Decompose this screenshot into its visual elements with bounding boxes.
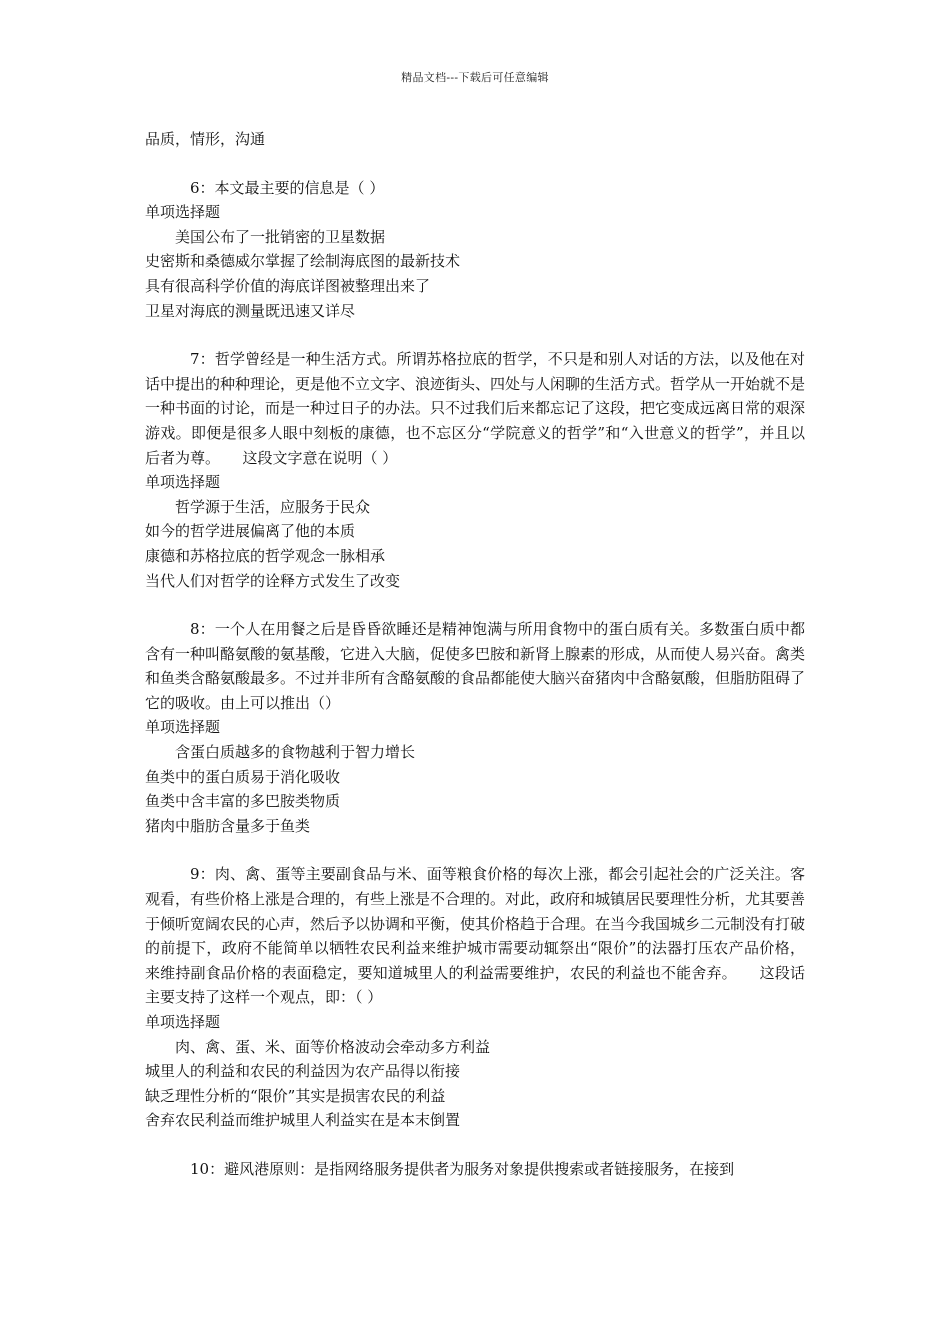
- option-b: 史密斯和桑德威尔掌握了绘制海底图的最新技术: [145, 252, 461, 271]
- question-type: 单项选择题: [145, 203, 221, 222]
- question-stem: 6：本文最主要的信息是（ ）: [190, 178, 385, 197]
- question-type: 单项选择题: [145, 473, 221, 492]
- spacer: [145, 152, 805, 176]
- question-9: [145, 862, 805, 1133]
- question-8: [145, 617, 805, 838]
- option-c: 具有很高科学价值的海底详图被整理出来了: [145, 276, 431, 295]
- question-type: 单项选择题: [145, 718, 221, 737]
- option-d: 卫星对海底的测量既迅速又详尽: [145, 301, 356, 320]
- question-type: 单项选择题: [145, 1013, 221, 1031]
- spacer: [145, 838, 805, 862]
- option-c: 缺乏理性分析的“限价”其实是损害农民的利益: [145, 1086, 446, 1105]
- option-c: 鱼类中含丰富的多巴胺类物质: [145, 792, 341, 811]
- option-a: 肉、禽、蛋、米、面等价格波动会牵动多方利益: [175, 1037, 491, 1056]
- spacer: [145, 593, 805, 617]
- question-6: [145, 176, 805, 324]
- page-header: 精品文档---下载后可任意编辑: [401, 71, 549, 84]
- question-stem: 7：哲学曾经是一种生活方式。所谓苏格拉底的哲学，不只是和别人对话的方法，以及他在对话中提出的种种理论，更是他不立文字、浪迹街头、四处与人闲聊的生活方式。哲学从一开始就不是一种书面的讨论，而是一种过日子的办法。只不过我们后来都忘记了这段，把它变成远离日常的艰深游戏。即便是很多人眼中刻板的康德，也不忘区分“学院意义的哲学”和“入世意义的哲学”，并且以后者为尊。 这段文字意在说明（ ）: [145, 350, 806, 467]
- option-b: 如今的哲学进展偏离了他的本质: [145, 522, 356, 541]
- question-stem: 10：避风港原则：是指网络服务提供者为服务对象提供搜索或者链接服务，在接到: [190, 1159, 735, 1178]
- spacer: [145, 323, 805, 347]
- option-d: 猪肉中脂肪含量多于鱼类: [145, 816, 311, 835]
- intro-line: 品质，情形，沟通: [145, 130, 266, 148]
- option-b: 城里人的利益和农民的利益因为农产品得以衔接: [145, 1062, 461, 1081]
- option-a: 美国公布了一批销密的卫星数据: [175, 227, 386, 246]
- question-stem: 8：一个人在用餐之后是昏昏欲睡还是精神饱满与所用食物中的蛋白质有关。多数蛋白质中都含有一种叫酪氨酸的氨基酸，它进入大脑，促使多巴胺和新肾上腺素的形成，从而使人易兴奋。禽类和鱼类含酪氨酸最多。不过并非所有含酪氨酸的食品都能使大脑兴奋猪肉中含酪氨酸，但脂肪阻碍了它的吸收。由上可以推出（）: [145, 620, 806, 712]
- option-b: 鱼类中的蛋白质易于消化吸收: [145, 767, 341, 786]
- option-a: 哲学源于生活，应服务于民众: [175, 497, 371, 516]
- question-10: [145, 1157, 805, 1182]
- question-stem: 9：肉、禽、蛋等主要副食品与米、面等粮食价格的每次上涨，都会引起社会的广泛关注。客观看，有些价格上涨是合理的，有些上涨是不合理的。对此，政府和城镇居民要理性分析，尤其要善于倾听宽阔农民的心声，然后予以协调和平衡，使其价格趋于合理。在当今我国城乡二元制没有打破的前提下，政府不能简单以牺牲农民利益来维护城市需要动辄祭出“限价”的法器打压农产品价格，来维持副食品价格的表面稳定，要知道城里人的利益需要维护，农民的利益也不能舍弃。 这段话主要支持了这样一个观点，即：（ ）: [145, 865, 806, 1007]
- option-d: 当代人们对哲学的诠释方式发生了改变: [145, 571, 401, 590]
- option-a: 含蛋白质越多的食物越利于智力增长: [175, 743, 416, 762]
- question-7: [145, 347, 805, 593]
- option-d: 舍弃农民利益而维护城里人利益实在是本末倒置: [145, 1111, 461, 1130]
- spacer: [145, 1133, 805, 1157]
- option-c: 康德和苏格拉底的哲学观念一脉相承: [145, 546, 386, 565]
- document-body: [145, 127, 805, 1182]
